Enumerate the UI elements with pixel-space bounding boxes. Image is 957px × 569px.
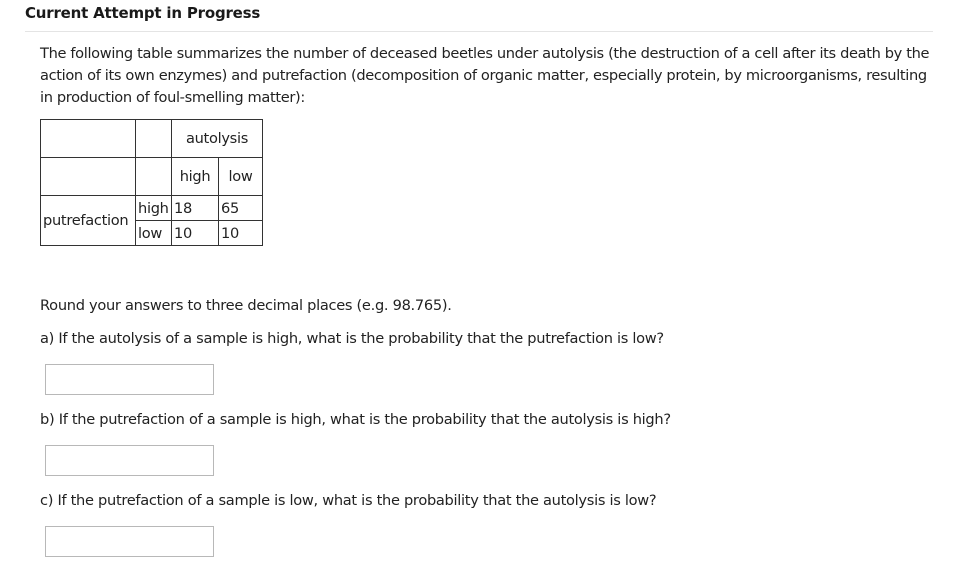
- answer-b-input[interactable]: [45, 445, 214, 476]
- table-cell: 18: [172, 196, 219, 221]
- question-c-text: c) If the putrefaction of a sample is low, what is the probability that the autolysis is low?: [40, 492, 657, 509]
- header-divider: [25, 31, 933, 32]
- table-corner-cell: [136, 158, 172, 196]
- table-corner-cell: [136, 120, 172, 158]
- question-a-text: a) If the autolysis of a sample is high, what is the probability that the putrefaction is low?: [40, 330, 664, 347]
- row-header-high: high: [136, 196, 172, 221]
- table-cell: 65: [219, 196, 263, 221]
- problem-description: The following table summarizes the number of deceased beetles under autolysis (the destruction of a cell after its death by the action of its own enzymes) and putrefaction (decomposition of organic matter, especially protein, by microorganisms, resulting in production of foul-smelling matter):: [40, 45, 930, 106]
- table-cell: 10: [172, 221, 219, 246]
- row-header-low: low: [136, 221, 172, 246]
- table-corner-cell: [41, 120, 136, 158]
- table-cell: 10: [219, 221, 263, 246]
- answer-a-input[interactable]: [45, 364, 214, 395]
- column-header-high: high: [172, 158, 219, 196]
- page-title: Current Attempt in Progress: [25, 4, 261, 22]
- answer-c-input[interactable]: [45, 526, 214, 557]
- row-group-header: putrefaction: [41, 196, 136, 246]
- table-corner-cell: [41, 158, 136, 196]
- column-group-header: autolysis: [172, 120, 263, 158]
- contingency-table: [40, 119, 263, 246]
- question-b-text: b) If the putrefaction of a sample is high, what is the probability that the autolysis is high?: [40, 411, 671, 428]
- rounding-instructions: Round your answers to three decimal places (e.g. 98.765).: [40, 297, 452, 314]
- column-header-low: low: [219, 158, 263, 196]
